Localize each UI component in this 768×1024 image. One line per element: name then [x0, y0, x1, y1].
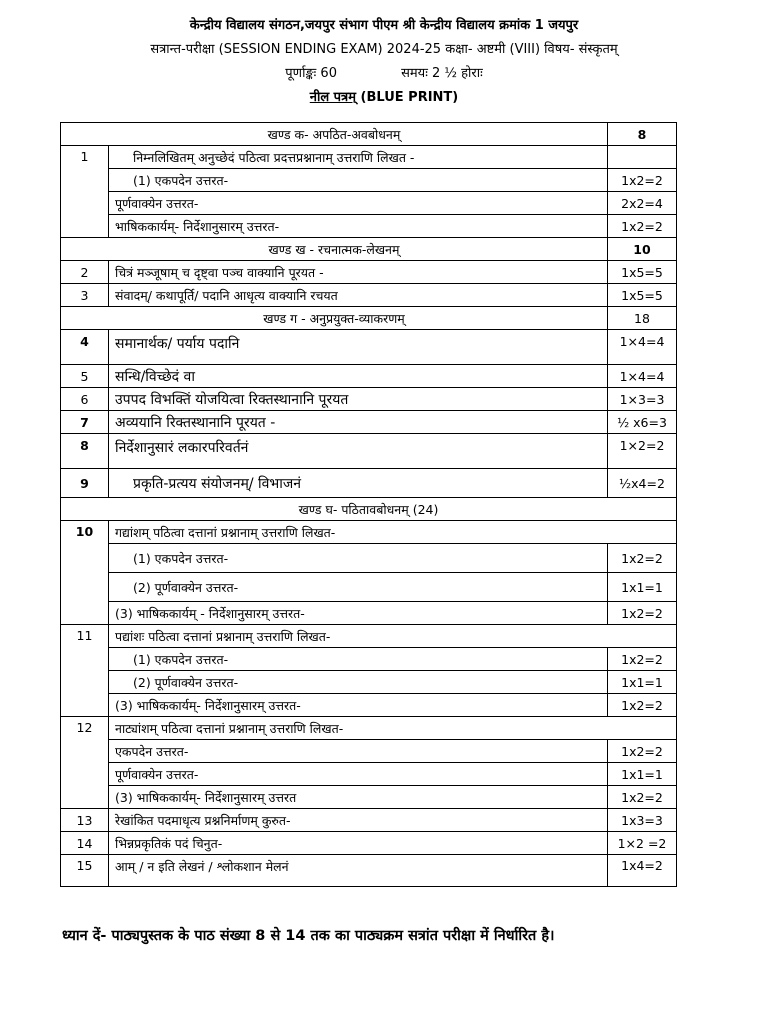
section-row	[61, 498, 677, 521]
question-text: संवादम्/ कथापूर्ति/ पदानि आधृत्य वाक्यानि रचयत	[109, 284, 608, 307]
question-text: निम्नलिखितम् अनुच्छेदं पठित्वा प्रदत्तप्रश्नानाम् उत्तराणि लिखत -	[109, 146, 608, 169]
question-number: 5	[61, 365, 109, 388]
question-text: अव्ययानि रिक्तस्थानानि पूरयत -	[109, 411, 608, 434]
question-number: 11	[61, 625, 109, 717]
question-marks: 1×4=4	[608, 330, 677, 365]
table-row	[61, 411, 677, 434]
question-text: उपपद विभक्तिं योजयित्वा रिक्तस्थानानि पूरयत	[109, 388, 608, 411]
section-row	[61, 238, 677, 261]
blueprint-title	[0, 86, 768, 110]
question-text: आम् / न इति लेखनं / श्लोकशान मेलनं	[109, 855, 608, 887]
table-row	[61, 146, 677, 169]
blueprint-table	[60, 122, 677, 887]
question-marks: 1x4=2	[608, 855, 677, 887]
table-row	[61, 469, 677, 498]
sub-question-text: (1) एकपदेन उत्तरत-	[109, 544, 608, 573]
question-number: 12	[61, 717, 109, 809]
sub-question-text: (2) पूर्णवाक्येन उत्तरत-	[109, 671, 608, 694]
question-number: 10	[61, 521, 109, 625]
question-number: 1	[61, 146, 109, 238]
table-row	[61, 169, 677, 192]
table-row	[61, 388, 677, 411]
section-label: खण्ड क- अपठित-अवबोधनम्	[61, 123, 608, 146]
question-marks: 1x2=2	[608, 602, 677, 625]
table-row	[61, 434, 677, 469]
question-marks: 1x2=2	[608, 786, 677, 809]
table-row	[61, 625, 677, 648]
question-text: रेखांकित पदमाधृत्य प्रश्ननिर्माणम् कुरुत-	[109, 809, 608, 832]
section-row	[61, 123, 677, 146]
title-hindi: नील पत्रम्	[309, 90, 357, 105]
question-marks: 1×2 =2	[608, 832, 677, 855]
question-marks: 1x1=1	[608, 573, 677, 602]
question-marks: 1×4=4	[608, 365, 677, 388]
question-number: 7	[61, 411, 109, 434]
max-marks: पूर्णाङ्कः 60	[285, 66, 337, 81]
question-text: निर्देशानुसारं लकारपरिवर्तनं	[109, 434, 608, 469]
exam-info: सत्रान्त-परीक्षा (SESSION ENDING EXAM) 2024-25 कक्षा- अष्टमी (VIII) विषय- संस्कृतम्	[150, 42, 618, 57]
question-marks: 1x2=2	[608, 694, 677, 717]
table-row	[61, 192, 677, 215]
sub-question-text: भाषिककार्यम्- निर्देशानुसारम् उत्तरत-	[109, 215, 608, 238]
sub-question-text: पूर्णवाक्येन उत्तरत-	[109, 192, 608, 215]
table-row	[61, 365, 677, 388]
question-marks: 1x3=3	[608, 809, 677, 832]
section-label: खण्ड ग - अनुप्रयुक्त-व्याकरणम्	[61, 307, 608, 330]
question-marks: 1x2=2	[608, 169, 677, 192]
sub-question-text: (1) एकपदेन उत्तरत-	[109, 648, 608, 671]
sub-question-text: (3) भाषिककार्यम्- निर्देशानुसारम् उत्तरत	[109, 786, 608, 809]
table-row	[61, 717, 677, 740]
question-marks: 1x1=1	[608, 671, 677, 694]
table-row	[61, 602, 677, 625]
sub-question-text: (3) भाषिककार्यम्- निर्देशानुसारम् उत्तरत-	[109, 694, 608, 717]
table-row	[61, 855, 677, 887]
question-text: नाट्यांशम् पठित्वा दत्तानां प्रश्नानाम् उत्तराणि लिखत-	[109, 717, 677, 740]
question-number: 8	[61, 434, 109, 469]
question-number: 4	[61, 330, 109, 365]
section-label: खण्ड ख - रचनात्मक-लेखनम्	[61, 238, 608, 261]
question-number: 3	[61, 284, 109, 307]
table-row	[61, 740, 677, 763]
school-name: केन्द्रीय विद्यालय संगठन,जयपुर संभाग पीएम श्री केन्द्रीय विद्यालय क्रमांक 1 जयपुर	[189, 18, 579, 33]
table-row	[61, 671, 677, 694]
question-number: 2	[61, 261, 109, 284]
question-number: 9	[61, 469, 109, 498]
title-english: (BLUE PRINT)	[356, 90, 459, 105]
table-row	[61, 832, 677, 855]
question-marks: 1x1=1	[608, 763, 677, 786]
question-marks: 1x5=5	[608, 284, 677, 307]
question-text: चित्रं मञ्जूषाम् च दृष्ट्वा पञ्च वाक्यानि पूरयत -	[109, 261, 608, 284]
sub-question-text: (3) भाषिककार्यम् - निर्देशानुसारम् उत्तरत-	[109, 602, 608, 625]
section-marks: 8	[608, 123, 677, 146]
question-text: सन्धि/विच्छेदं वा	[109, 365, 608, 388]
table-row	[61, 763, 677, 786]
marks-time-line	[0, 62, 768, 86]
question-marks: ½ x6=3	[608, 411, 677, 434]
question-text: समानार्थक/ पर्याय पदानि	[109, 330, 608, 365]
question-text: भिन्नप्रकृतिकं पदं चिनुत-	[109, 832, 608, 855]
section-marks: 10	[608, 238, 677, 261]
table-row	[61, 786, 677, 809]
question-number: 14	[61, 832, 109, 855]
document-header	[0, 14, 768, 110]
table-row	[61, 694, 677, 717]
question-marks: 1x2=2	[608, 740, 677, 763]
syllabus-note: ध्यान दें- पाठ्यपुस्तक के पाठ संख्या 8 से 14 तक का पाठ्यक्रम सत्रांत परीक्षा में निर्धारित है।	[62, 928, 555, 944]
question-text: प्रकृति-प्रत्यय संयोजनम्/ विभाजनं	[109, 469, 608, 498]
question-marks: 2x2=4	[608, 192, 677, 215]
table-row	[61, 330, 677, 365]
table-row	[61, 648, 677, 671]
table-row	[61, 521, 677, 544]
question-number: 6	[61, 388, 109, 411]
question-text: पद्यांशः पठित्वा दत्तानां प्रश्नानाम् उत्तराणि लिखत-	[109, 625, 677, 648]
table-row	[61, 544, 677, 573]
table-row	[61, 284, 677, 307]
section-label: खण्ड घ- पठितावबोधनम् (24)	[61, 498, 677, 521]
sub-question-text: (2) पूर्णवाक्येन उत्तरत-	[109, 573, 608, 602]
table-row	[61, 573, 677, 602]
question-number: 13	[61, 809, 109, 832]
question-marks: 1x2=2	[608, 648, 677, 671]
question-number: 15	[61, 855, 109, 887]
sub-question-text: एकपदेन उत्तरत-	[109, 740, 608, 763]
sub-question-text: पूर्णवाक्येन उत्तरत-	[109, 763, 608, 786]
question-marks	[608, 146, 677, 169]
question-text: गद्यांशम् पठित्वा दत्तानां प्रश्नानाम् उत्तराणि लिखत-	[109, 521, 677, 544]
sub-question-text: (1) एकपदेन उत्तरत-	[109, 169, 608, 192]
section-marks: 18	[608, 307, 677, 330]
question-marks: 1x2=2	[608, 544, 677, 573]
table-row	[61, 215, 677, 238]
question-marks: 1x5=5	[608, 261, 677, 284]
table-row	[61, 261, 677, 284]
table-row	[61, 809, 677, 832]
section-row	[61, 307, 677, 330]
exam-time: समयः 2 ½ होराः	[401, 66, 483, 81]
question-marks: ½x4=2	[608, 469, 677, 498]
question-marks: 1×3=3	[608, 388, 677, 411]
question-marks: 1x2=2	[608, 215, 677, 238]
question-marks: 1×2=2	[608, 434, 677, 469]
